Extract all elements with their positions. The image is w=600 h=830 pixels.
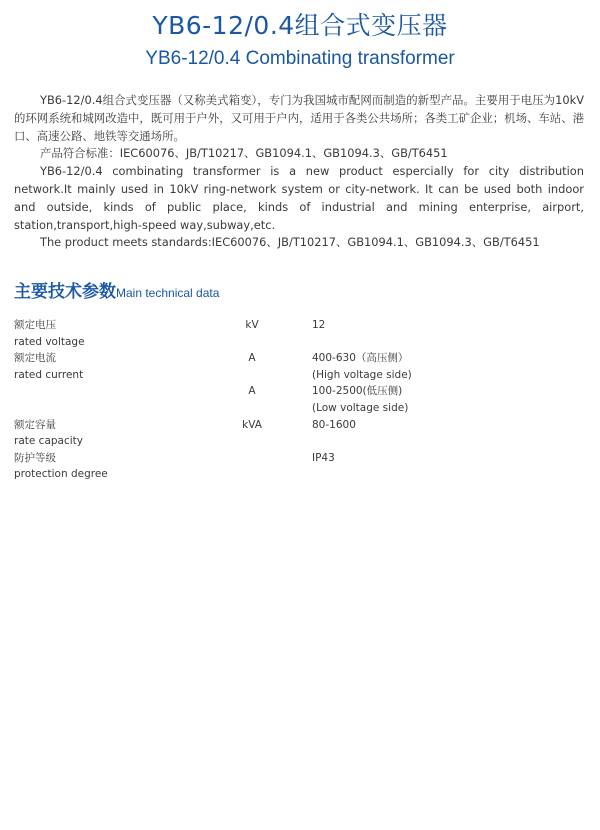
spec-label: protection degree [14,468,108,481]
intro-text [14,92,584,252]
page-title-cn: YB6-12/0.4组合式变压器 [152,11,448,40]
spec-value: IP43 [312,451,335,464]
spec-row [0,367,600,384]
spec-label: 额定电流 [14,352,56,365]
page-title-en: YB6-12/0.4 Combinating transformer [145,48,455,69]
spec-row [0,433,600,450]
spec-unit: A [248,352,256,365]
spec-row [0,400,600,417]
intro-standards-cn: 产品符合标准：IEC60076、JB/T10217、GB1094.1、GB1094.3、GB/T6451 [40,146,448,161]
spec-row [0,317,600,334]
spec-row [0,417,600,434]
spec-label: rated current [14,368,84,381]
spec-row [0,334,600,351]
spec-value: (High voltage side) [312,368,412,381]
section-heading [14,280,219,305]
intro-standards-en: The product meets standards:IEC60076、JB/T10217、GB1094.1、GB1094.3、GB/T6451 [40,235,540,250]
spec-label: 额定容量 [14,418,56,431]
intro-paragraph-cn: YB6-12/0.4组合式变压器（又称美式箱变），专门为我国城市配网而制造的新型产品。主要用于电压为10kV的环网系统和城网改造中，既可用于户外，又可用于户内，适用于各类公共场所；各类工矿企业；机场、车站、港口、高速公路、地铁等交通场所。 [14,93,584,143]
spec-value: 80-1600 [312,418,356,431]
spec-label: 防护等级 [14,451,56,464]
spec-unit: A [248,385,256,398]
spec-value: 12 [312,319,326,331]
spec-unit: kV [245,319,259,331]
spec-label: 额定电压 [14,319,56,331]
spec-row [0,350,600,367]
spec-label: rate capacity [14,435,83,448]
section-title-en: Main technical data [116,286,220,300]
spec-row [0,383,600,400]
spec-table [0,317,600,483]
spec-label: rated voltage [14,335,85,348]
spec-value: 100-2500(低压侧) [312,385,403,398]
spec-unit: kVA [242,418,262,431]
spec-value: (Low voltage side) [312,401,409,414]
spec-row [0,466,600,483]
spec-row [0,450,600,467]
section-title-cn: 主要技术参数 [14,282,116,302]
intro-paragraph-en: YB6-12/0.4 combinating transformer is a new product espercially for city distribution network.It mainly used in 10kV ring-network system or city-network. It can be used both indoor and outside, kinds of public place, kinds of industrial and mining enterprise, airport, station,transport,high-speed way,subway,etc. [14,164,584,232]
spec-value: 400-630（高压侧） [312,352,409,365]
